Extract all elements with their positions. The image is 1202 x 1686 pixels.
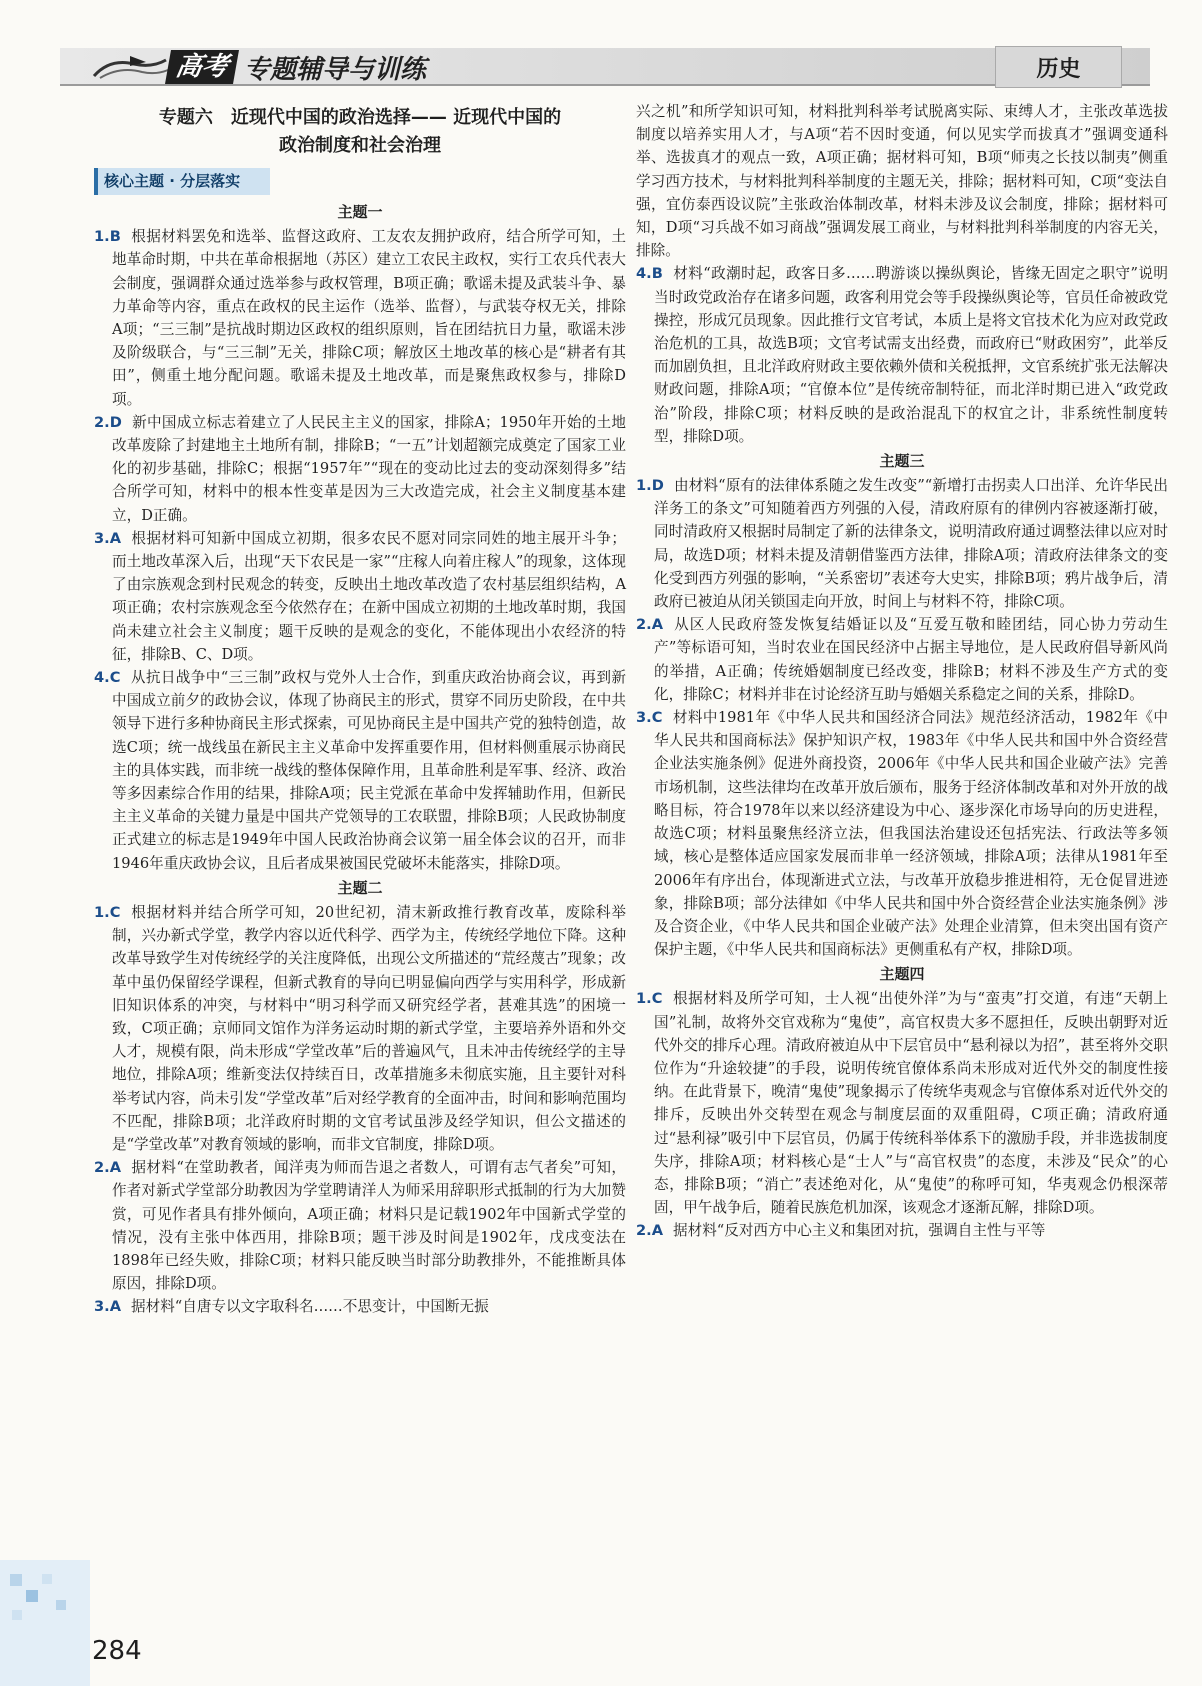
page-header: [0, 0, 1202, 92]
answer-item: [636, 1219, 1168, 1242]
answer-item: [94, 411, 626, 527]
item-answer: C: [651, 709, 663, 727]
item-text: 材料中1981年《中华人民共和国经济合同法》规范经济活动，1982年《中华人民共和国商标法》保护知识产权，1983年《中华人民共和国中外合资经营企业法实施条例》促进外商投资，2006年《中华人民共和国企业破产法》完善市场机制，这些法律均在改革开放后颁布，服务于经济体制改革和对外开放的战略目标，符合1978年以来以经济建设为中心、逐步深化市场导向的历史进程，故选C项；材料虽聚焦经济立法，但我国法治建设还包括宪法、行政法等多领域，核心是整体适应国家发展而非单一经济领域，排除A项；法律从1981年至2006年有序出台，体现渐进式立法，与改革开放稳步推进相符，无仓促冒进迹象，排除B项；部分法律如《中华人民共和国中外合资经营企业法实施条例》涉及合资企业，《中华人民共和国企业破产法》处理企业清算，但未突出国有资产保护主题，《中华人民共和国商标法》更侧重私有产权，排除D项。: [654, 709, 1168, 959]
item-number: 2.: [636, 1222, 652, 1240]
item-text: 根据材料罢免和选举、监督这政府、工友农友拥护政府，结合所学可知，土地革命时期，中共在革命根据地（苏区）建立工农民主政权，实行工农兵代表大会制度，强调群众通过选举参与政权管理，B项正确；歌谣未提及武装斗争、暴力革命等内容，重点在政权的民主运作（选举、监督），与武装夺权无关，排除A项；“三三制”是抗战时期边区政权的组织原则，旨在团结抗日力量，歌谣未涉及阶级联合，与“三三制”无关，排除C项；解放区土地改革的核心是“耕者有其田”，侧重土地分配问题。歌谣未提及土地改革，而是聚焦政权参与，排除D项。: [112, 228, 626, 408]
item-text: 材料“政潮时起，政客日多……聘游谈以操纵舆论，皆缘无固定之职守”说明当时政党政治存在诸多问题，政客利用党会等手段操纵舆论等，官员任命被政党操控，形成冗员现象。因此推行文官考试，本质上是将文官技术化为应对政党政治危机的工具，故选B项；文官考试需支出经费，而政府已“财政困穷”，此举反而加剧负担，且北洋政府财政主要依赖外债和关税抵押，文官系统扩张无法解决财政问题，排除A项；“官僚本位”是传统帝制特征，而北洋时期已进入“政党政治”阶段，排除C项；材料反映的是政治混乱下的权宜之计，非系统性制度转型，排除D项。: [654, 265, 1168, 445]
item-answer: D: [109, 413, 122, 431]
answer-item: [636, 613, 1168, 706]
item-number: 1.: [636, 990, 652, 1008]
item-number: 2.: [636, 616, 652, 634]
item-text: 新中国成立标志着建立了人民民主主义的国家，排除A；1950年开始的土地改革废除了封建地主土地所有制，排除B；“一五”计划超额完成奠定了国家工业化的初步基础，排除C；根据“1957年”“现在的变动比过去的变动深刻得多”结合所学可知，材料中的根本性变革是因为三大改造完成，社会主义制度基本建立，D正确。: [112, 413, 626, 524]
chapter-title: [94, 104, 626, 160]
answer-item-continued: [636, 100, 1168, 262]
item-number: 3.: [636, 709, 652, 727]
item-number: 1.: [94, 903, 110, 921]
item-answer: B: [651, 265, 663, 283]
answer-item: [636, 987, 1168, 1219]
item-text: 由材料“原有的法律体系随之发生改变”“新增打击拐卖人口出洋、允许华民出洋务工的条文”可知随着西方列强的入侵，清政府原有的律例内容被逐渐打破，同时清政府又根据时局制定了新的法律条文，说明清政府通过调整法律以应对时局，故选D项；材料未提及清朝借鉴西方法律，排除A项；清政府法律条文的变化受到西方列强的影响，“关系密切”表述夸大史实，排除B项；鸦片战争后，清政府已被迫从闭关锁国走向开放，时间上与材料不符，排除C项。: [654, 477, 1168, 611]
item-answer: D: [651, 477, 664, 495]
answer-item: [636, 262, 1168, 448]
item-answer: B: [109, 228, 121, 246]
item-answer: A: [109, 1298, 121, 1316]
item-number: 3.: [94, 1298, 110, 1316]
topic-heading-3: 主题三: [879, 452, 925, 471]
item-answer: C: [109, 669, 121, 687]
right-column: [636, 100, 1168, 1243]
item-text: 根据材料及所学可知，士人视“出使外洋”为与“蛮夷”打交道，有违“天朝上国”礼制，故将外交官戏称为“鬼使”，高官权贵大多不愿担任，反映出朝野对近代外交的排斥心理。清政府被迫从中下层官员中“悬利禄以为招”，甚至将外交职位作为“升途较捷”的手段，说明传统官僚体系尚未形成对近代外交的制度性接纳。在此背景下，晚清“鬼使”现象揭示了传统华夷观念与官僚体系对近代外交的排斥，反映出外交转型在观念与制度层面的双重阻碍，C项正确；清政府通过“悬利禄”吸引中下层官员，仍属于传统科举体系下的激励手段，并非选拔制度失序，排除A项；材料核心是“士人”与“高官权贵”的态度，未涉及“民众”的心态，排除B项；“消亡”表述绝对化，从“鬼使”的称呼可知，华夷观念仍根深蒂固，甲午战争后，随着民族危机加深，该观念才逐渐瓦解，排除D项。: [654, 990, 1168, 1217]
answer-item: [94, 225, 626, 411]
item-answer: A: [109, 1159, 121, 1177]
item-text: 据材料“在堂助教者，闻洋夷为师而告退之者数人，可谓有志气者矣”可知，作者对新式学堂部分助教因为学堂聘请洋人为师采用辞职形式抵制的行为大加赞赏，可见作者具有排外倾向，A项正确；材料只是记载1902年中国新式学堂的情况，没有主张中体西用，排除B项；题干涉及时间是1902年，戊戌变法在1898年已经失败，排除C项；材料只能反映当时部分助教排外，不能推断具体原因，排除D项。: [112, 1159, 626, 1293]
answer-item: [94, 1156, 626, 1295]
answer-item: [636, 706, 1168, 961]
item-text: 兴之机”和所学知识可知，材料批判科举考试脱离实际、束缚人才，主张改革选拔制度以培养实用人才，与A项“若不因时变通，何以见实学而拔真才”强调变通科举、选拔真才的观点一致，A项正确；据材料可知，B项“师夷之长技以制夷”侧重学习西方技术，与材料批判科举制度的主题无关，排除；据材料可知，C项“变法自强，宜仿泰西设议院”主张政治体制改革，材料未涉及议会制度，排除；据材料可知，D项“习兵战不如习商战”强调发展工商业，与材料批判科举制度的内容无关，排除。: [636, 103, 1168, 260]
series-title: [168, 50, 426, 84]
item-number: 1.: [94, 228, 110, 246]
topic-heading-4: 主题四: [879, 965, 925, 984]
item-answer: A: [109, 529, 121, 547]
item-text: 从区人民政府签发恢复结婚证以及“互爱互敬和睦团结，同心协力劳动生产”等标语可知，当时农业在国民经济中占据主导地位，是人民政府倡导新风尚的举措，A正确；传统婚姻制度已经改变，排除B；材料不涉及生产方式的变化，排除C；材料并非在讨论经济互助与婚姻关系稳定之间的关系，排除D。: [654, 616, 1168, 703]
answer-item: [94, 527, 626, 666]
topic-heading-2: 主题二: [337, 878, 383, 897]
item-text: 根据材料可知新中国成立初期，很多农民不愿对同宗同姓的地主展开斗争；而土地改革深入后，出现“天下农民是一家”“庄稼人向着庄稼人”的现象，这体现了由宗族观念到村民观念的转变，反映出土地改革改造了农村基层组织结构，A项正确；农村宗族观念至今依然存在；在新中国成立初期的土地改革时期，我国尚未建立社会主义制度；题干反映的是观念的变化，不能体现出小农经济的特征，排除B、C、D项。: [112, 529, 626, 663]
corner-decoration: [0, 1560, 90, 1686]
item-number: 3.: [94, 529, 110, 547]
item-text: 据材料“自唐专以文字取科名……不思变计，中国断无振: [131, 1298, 489, 1316]
item-number: 2.: [94, 413, 110, 431]
subject-tab: 历史: [995, 46, 1122, 88]
answer-item: [94, 901, 626, 1156]
page-number: 284: [92, 1636, 142, 1666]
answer-item: [94, 1295, 626, 1318]
item-text: 从抗日战争中“三三制”政权与党外人士合作，到重庆政治协商会议，再到新中国成立前夕的政协会议，体现了协商民主的形式，贯穿不同历史阶段，在中共领导下进行多种协商民主形式探索，可见协商民主是中国共产党的独特创造，故选C项；统一战线虽在新民主主义革命中发挥重要作用，但材料侧重展示协商民主的具体实践，而非统一战线的整体保障作用，且革命胜利是军事、经济、政治等多因素综合作用的结果，排除A项；民主党派在革命中发挥辅助作用，但新民主主义革命的关键力量是中国共产党领导的工农联盟，排除B项；人民政协制度正式建立的标志是1949年中国人民政治协商会议第一届全体会议的召开，而非1946年重庆政协会议，且后者成果被国民党破坏未能落实，排除D项。: [112, 669, 626, 872]
item-answer: C: [651, 990, 663, 1008]
item-answer: C: [109, 903, 121, 921]
chapter-title-line2: 政治制度和社会治理: [279, 135, 441, 156]
section-badge: 核心主题 · 分层落实: [94, 168, 270, 195]
item-text: 根据材料并结合所学可知，20世纪初，清末新政推行教育改革，废除科举制，兴办新式学堂，教学内容以近代科学、西学为主，传统经学地位下降。这种改革导致学生对传统经学的关注度降低，出现公文所描述的“荒经蔑古”现象；改革中虽仍保留经学课程，但新式教育的导向已明显偏向西学与实用科学，形成新旧知识体系的冲突，与材料中“明习科学而又研究经学者，甚难其选”的困境一致，C项正确；京师同文馆作为洋务运动时期的新式学堂，主要培养外语和外交人才，规模有限，尚未形成“学堂改革”后的普遍风气，且未冲击传统经学的主导地位，排除A项；维新变法仅持续百日，改革措施多未彻底实施，且主要针对科举考试内容，尚未引发“学堂改革”后对经学教育的全面冲击，时间和影响范围均不匹配，排除B项；北洋政府时期的文官考试虽涉及经学知识，但公文描述的是“学堂改革”对教育领域的影响，而非文官制度，排除D项。: [112, 903, 626, 1153]
book-logo-icon: [90, 52, 170, 82]
answer-item: [94, 666, 626, 875]
item-answer: A: [651, 616, 663, 634]
item-text: 据材料“反对西方中心主义和集团对抗，强调自主性与平等: [673, 1222, 1046, 1240]
item-number: 4.: [94, 669, 110, 687]
left-column: [94, 104, 626, 1319]
item-answer: A: [651, 1222, 663, 1240]
chapter-title-line1: 专题六 近现代中国的政治选择—— 近现代中国的: [158, 107, 562, 128]
item-number: 1.: [636, 477, 652, 495]
answer-item: [636, 474, 1168, 613]
item-number: 2.: [94, 1159, 110, 1177]
series-gaokao: 高考: [165, 50, 239, 84]
series-name: 专题辅导与训练: [244, 54, 427, 85]
item-number: 4.: [636, 265, 652, 283]
topic-heading-1: 主题一: [337, 203, 383, 222]
